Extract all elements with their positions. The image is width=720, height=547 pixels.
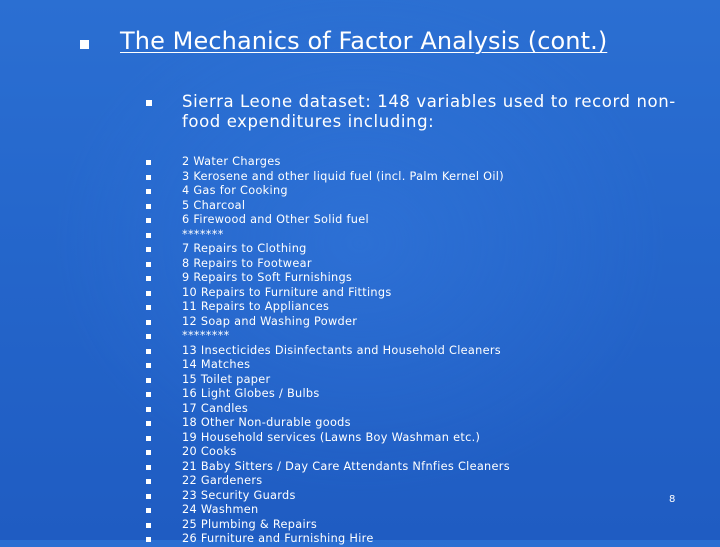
list-item <box>0 286 600 301</box>
list-item-text: 15 Toilet paper <box>182 372 271 386</box>
list-item-text: 13 Insecticides Disinfectants and Household Cleaners <box>182 343 501 357</box>
list-item-text: ******* <box>182 227 224 241</box>
list-item-text: 26 Furniture and Furnishing Hire <box>182 532 374 545</box>
list-item <box>0 445 600 460</box>
list-item-text: 7 Repairs to Clothing <box>182 242 307 255</box>
bullet-icon <box>146 291 151 296</box>
intro-text: Sierra Leone dataset: 148 variables used to record non-food expenditures including: <box>182 92 676 131</box>
slide-title: The Mechanics of Factor Analysis (cont.) <box>120 27 608 55</box>
bullet-icon <box>146 450 151 455</box>
bullet-icon <box>146 508 151 513</box>
title-bullet-icon <box>80 40 89 49</box>
list-item-text: 16 Light Globes / Bulbs <box>182 387 320 400</box>
list-item <box>0 358 600 373</box>
expenditure-list <box>0 155 600 547</box>
list-item <box>0 387 600 402</box>
bullet-icon <box>146 175 151 180</box>
page-number: 8 <box>669 494 676 505</box>
bullet-icon <box>146 436 151 441</box>
list-item-text: 20 Cooks <box>182 445 237 458</box>
list-item-text: 4 Gas for Cooking <box>182 184 288 197</box>
bullet-icon <box>146 349 151 354</box>
bullet-icon <box>146 494 151 499</box>
list-item-text: 25 Plumbing & Repairs <box>182 517 318 531</box>
list-item-text: 18 Other Non-durable goods <box>182 416 351 429</box>
bullet-icon <box>146 160 151 165</box>
list-item <box>0 300 600 315</box>
bullet-icon <box>146 392 151 397</box>
list-item <box>0 170 600 185</box>
list-item <box>0 474 600 489</box>
list-item <box>0 460 600 475</box>
list-item-text: 22 Gardeners <box>182 474 263 487</box>
bullet-icon <box>146 233 151 238</box>
list-item <box>0 431 600 446</box>
list-item <box>0 518 600 533</box>
list-item <box>0 155 600 170</box>
list-item <box>0 402 600 417</box>
bullet-icon <box>146 421 151 426</box>
list-item <box>0 271 600 286</box>
list-item <box>0 329 600 344</box>
list-item <box>0 373 600 388</box>
list-item <box>0 532 600 547</box>
list-item <box>0 213 600 228</box>
bullet-icon <box>146 363 151 368</box>
bullet-icon <box>146 218 151 223</box>
bullet-icon <box>146 479 151 484</box>
list-item-text: 12 Soap and Washing Powder <box>182 314 358 328</box>
list-item-text: 10 Repairs to Furniture and Fittings <box>182 285 392 299</box>
bullet-icon <box>146 204 151 209</box>
bullet-icon <box>146 523 151 528</box>
list-item-text: 11 Repairs to Appliances <box>182 300 330 313</box>
list-item-text: 2 Water Charges <box>182 155 281 168</box>
list-item-text: 3 Kerosene and other liquid fuel (incl. Palm Kernel Oil) <box>182 169 504 183</box>
list-item-text: 14 Matches <box>182 358 251 371</box>
list-item <box>0 199 600 214</box>
list-item-text: ******** <box>182 329 230 342</box>
list-item-text: 5 Charcoal <box>182 198 246 212</box>
list-item <box>0 184 600 199</box>
bullet-icon <box>146 262 151 267</box>
bullet-icon <box>146 305 151 310</box>
list-item <box>0 242 600 257</box>
list-item-text: 23 Security Guards <box>182 488 296 502</box>
list-item <box>0 344 600 359</box>
bullet-icon <box>146 276 151 281</box>
list-item <box>0 489 600 504</box>
list-item-text: 6 Firewood and Other Solid fuel <box>182 213 369 226</box>
list-item-text: 24 Washmen <box>182 503 259 516</box>
bullet-icon <box>146 189 151 194</box>
bullet-icon <box>146 320 151 325</box>
bullet-icon <box>146 407 151 412</box>
list-item-text: 19 Household services (Lawns Boy Washman etc.) <box>182 430 481 444</box>
list-item-text: 8 Repairs to Footwear <box>182 256 312 270</box>
intro-bullet-icon <box>146 100 152 106</box>
bullet-icon <box>146 334 151 339</box>
list-item-text: 9 Repairs to Soft Furnishings <box>182 271 353 284</box>
list-item <box>0 416 600 431</box>
bullet-icon <box>146 378 151 383</box>
bullet-icon <box>146 465 151 470</box>
list-item <box>0 315 600 330</box>
bullet-icon <box>146 247 151 252</box>
list-item-text: 17 Candles <box>182 401 249 415</box>
list-item <box>0 503 600 518</box>
list-item <box>0 228 600 243</box>
list-item-text: 21 Baby Sitters / Day Care Attendants Nfnfies Cleaners <box>182 459 510 473</box>
list-item <box>0 257 600 272</box>
